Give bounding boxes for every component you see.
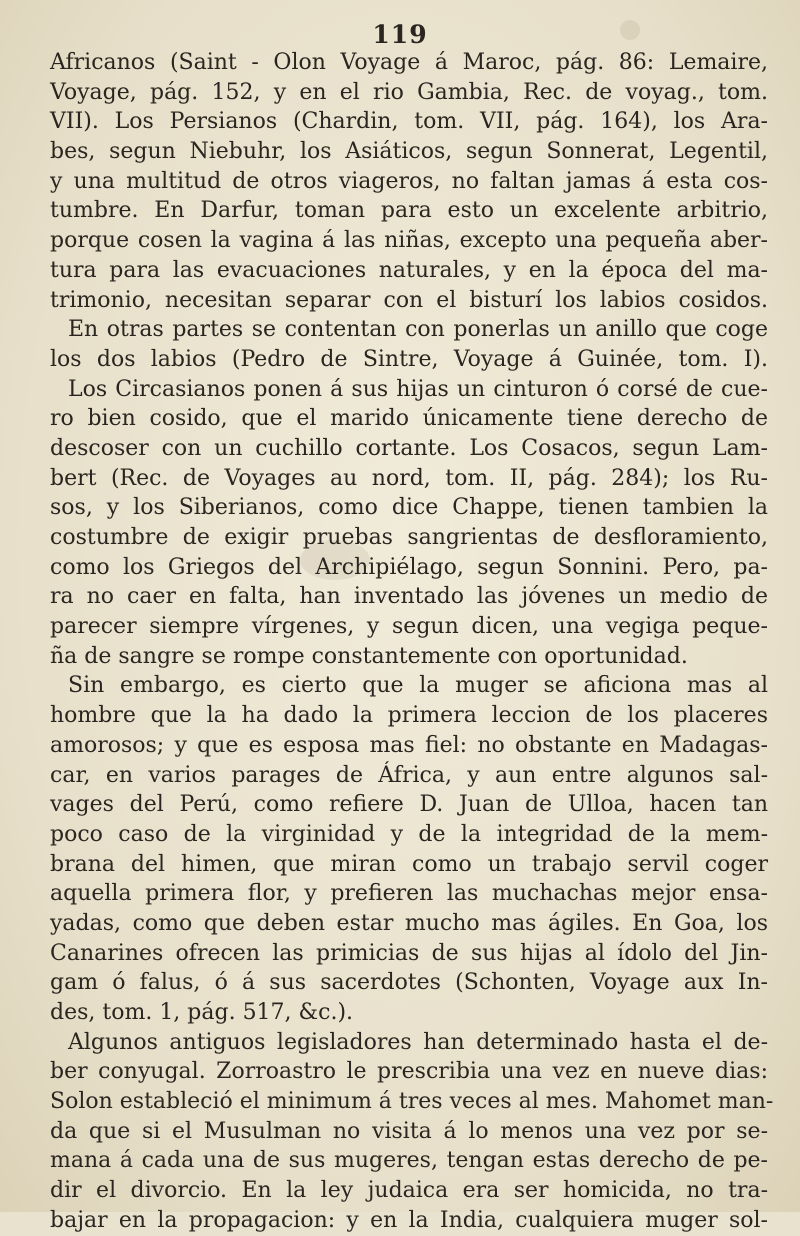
text-line: En otras partes se contentan con ponerlas un anillo que coge	[68, 317, 768, 343]
text-line: ña de sangre se rompe constantemente con oportunidad.	[50, 643, 688, 669]
text-line: da que si el Musulman no visita á lo menos una vez por se-	[50, 1118, 768, 1144]
text-line: des, tom. 1, pág. 517, &c.).	[50, 1000, 354, 1025]
text-line: hombre que la ha dado la primera leccion de los placeres	[50, 703, 768, 729]
text-line: bert (Rec. de Voyages au nord, tom. II, pág. 284); los Ru-	[50, 465, 768, 491]
text-line: Sin embargo, es cierto que la muger se aficiona mas al	[68, 673, 768, 699]
text-line: y una multitud de otros viageros, no faltan jamas á esta cos-	[50, 168, 768, 194]
text-line: trimonio, necesitan separar con el bisturí los labios cosidos.	[50, 287, 768, 313]
text-line: car, en varios parages de África, y aun entre algunos sal-	[50, 762, 768, 788]
text-line: porque cosen la vagina á las niñas, excepto una pequeña aber-	[50, 228, 768, 254]
text-line: descoser con un cuchillo cortante. Los Cosacos, segun Lam-	[50, 435, 768, 461]
text-line: yadas, como que deben estar mucho mas ágiles. En Goa, los	[50, 910, 768, 936]
body-text	[50, 48, 774, 1236]
text-line: poco caso de la virginidad y de la integridad de la mem-	[50, 821, 768, 847]
text-line: Canarines ofrecen las primicias de sus hijas al ídolo del Jin-	[50, 940, 768, 966]
text-line: gam ó falus, ó á sus sacerdotes (Schonten, Voyage aux In-	[50, 970, 768, 996]
text-line: bes, segun Niebuhr, los Asiáticos, segun Sonnerat, Legentil,	[50, 139, 768, 165]
text-line: como los Griegos del Archipiélago, segun Sonnini. Pero, pa-	[50, 554, 768, 580]
text-line: VII). Los Persianos (Chardin, tom. VII, pág. 164), los Ara-	[50, 109, 768, 135]
text-line: ber conyugal. Zorroastro le prescribia una vez en nueve dias:	[50, 1059, 768, 1085]
text-line: tumbre. En Darfur, toman para esto un excelente arbitrio,	[50, 198, 768, 224]
text-line: Solon estableció el minimum á tres veces al mes. Mahomet man-	[50, 1089, 774, 1115]
text-line: parecer siempre vírgenes, y segun dicen, una vegiga peque-	[50, 614, 768, 640]
text-line: Africanos (Saint - Olon Voyage á Maroc, pág. 86: Lemaire,	[50, 50, 768, 75]
text-line: tura para las evacuaciones naturales, y en la época del ma-	[50, 257, 768, 283]
page-number: 119	[372, 20, 428, 49]
text-line: amorosos; y que es esposa mas fiel: no obstante en Madagas-	[50, 732, 768, 758]
text-line: vages del Perú, como refiere D. Juan de Ulloa, hacen tan	[50, 792, 768, 818]
text-line: Algunos antiguos legisladores han determinado hasta el de-	[68, 1029, 768, 1055]
text-line: Voyage, pág. 152, y en el rio Gambia, Rec. de voyag., tom.	[50, 79, 768, 105]
text-line: dir el divorcio. En la ley judaica era ser homicida, no tra-	[50, 1178, 768, 1204]
text-line: sos, y los Siberianos, como dice Chappe, tienen tambien la	[50, 495, 768, 521]
text-line: los dos labios (Pedro de Sintre, Voyage á Guinée, tom. I).	[50, 346, 768, 372]
text-line: ro bien cosido, que el marido únicamente tiene derecho de	[50, 406, 768, 432]
text-line: Los Circasianos ponen á sus hijas un cinturon ó corsé de cue-	[68, 376, 768, 402]
text-line: ra no caer en falta, han inventado las jóvenes un medio de	[50, 584, 768, 610]
text-line: bajar en la propagacion: y en la India, cualquiera muger sol-	[50, 1207, 768, 1233]
text-line: mana á cada una de sus mugeres, tengan estas derecho de pe-	[50, 1148, 768, 1174]
text-line: costumbre de exigir pruebas sangrientas de desfloramiento,	[50, 525, 768, 550]
text-line: brana del himen, que miran como un trabajo servil coger	[50, 851, 768, 877]
text-line: aquella primera flor, y prefieren las muchachas mejor ensa-	[50, 881, 768, 907]
